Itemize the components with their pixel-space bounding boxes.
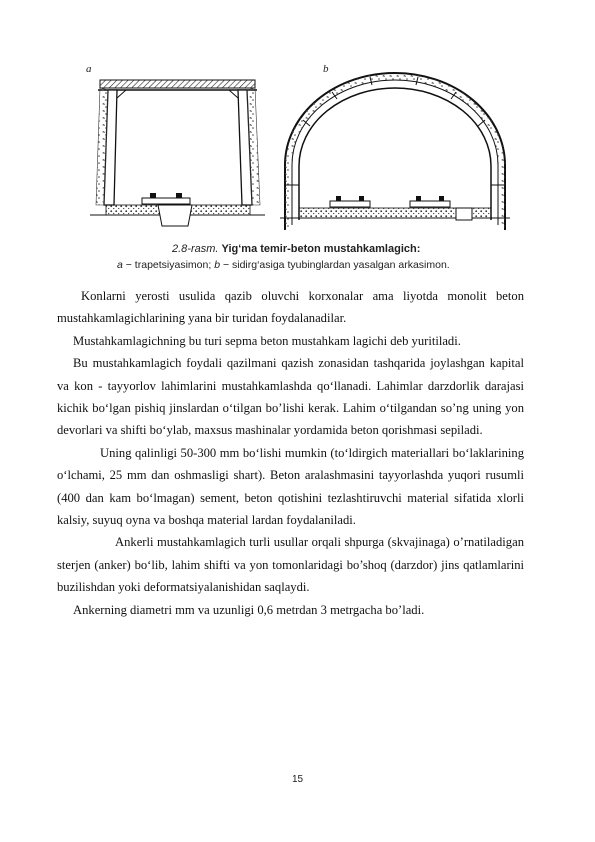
figure-caption-title xyxy=(172,243,420,255)
caption-title: Yig‘ma temir-beton mustahkamlagich: xyxy=(221,243,421,255)
caption-a-text: − trapetsiyasimon; xyxy=(122,259,215,271)
figure-caption-legend xyxy=(117,259,450,271)
paragraph: Uning qalinligi 50-300 mm bo‘lishi mumkin (to‘ldirgich materiallari bo‘laklarining o‘lchami, 25 mm dan oshmasligi shart). Beton aralashmasini tayyorlashda yuqori rusumli (400 dan kam bo‘lmagan) sement, beton qotishini tezlashtiruvchi material sifatida xlorli kalsiy, suyuq oyna va boshqa material lardan foydalaniladi. xyxy=(57,445,524,528)
caption-b-text: − sidirg‘asiga tyubinglardan yasalgan arkasimon. xyxy=(220,259,450,271)
caption-number: 2.8-rasm. xyxy=(172,243,219,255)
figure-label-a: a xyxy=(86,63,92,75)
paragraph: Ankerli mustahkamlagich turli usullar orqali shpurga (skvajinaga) o’rnatiladigan sterjen (anker) bo‘lib, lahim shifti va yon tomonlaridagi bo’shoq (darzdor) jins qatlamlarini buzilishdan yoki deformatsiyalanishidan saqlaydi. xyxy=(57,535,524,595)
caption-a-key: a xyxy=(117,259,123,271)
paragraph: Bu mustahkamlagich foydali qazilmani qazish zonasidan tashqarida joylashgan kapital va kon - tayyorlov lahimlarini mustahkamlashda qo‘llanadi. Lahimlar darzdorlik darajasi kichik bo‘lgan pishiq jinslardan o‘tilgan bo’lishi kerak. Lahim o‘tilgandan so’ng uning yon devorlari va shifti bo‘ylab, maxsus mashinalar yordamida beton qorishmasi sepiladi. xyxy=(57,356,524,438)
paragraph: Konlarni yerosti usulida qazib oluvchi korxonalar ama liyotda monolit beton mustahkamlagichlarining yana bir turidan foydalanadilar. xyxy=(57,289,524,326)
body-text xyxy=(57,285,524,621)
paragraph: Mustahkamlagichning bu turi sepma beton mustahkam lagichi deb yuritiladi. xyxy=(73,333,461,348)
drawing-b-arched-support xyxy=(280,73,510,230)
caption-b-key: b xyxy=(214,259,221,271)
drawing-a-trapezoidal-support xyxy=(90,80,265,226)
page-number: 15 xyxy=(291,774,304,785)
paragraph: Ankerning diametri mm va uzunligi 0,6 metrdan 3 metrgacha bo’ladi. xyxy=(73,602,425,617)
figure-label-b: b xyxy=(323,63,329,75)
